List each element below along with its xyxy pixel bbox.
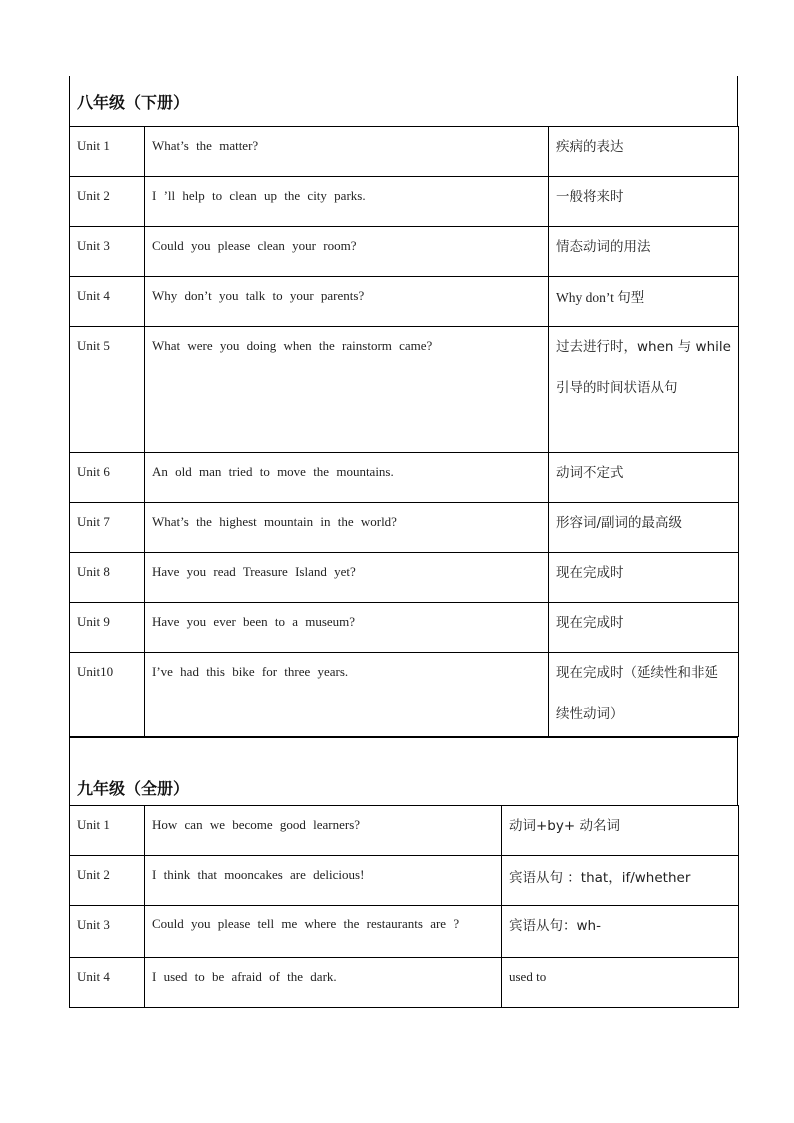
unit-sentence: Why don’t you talk to your parents? [145, 277, 549, 327]
unit-sentence: What’s the highest mountain in the world? [145, 503, 549, 553]
unit-sentence: How can we become good learners? [145, 806, 502, 856]
grade9-heading: 九年级（全册） [69, 737, 738, 805]
unit-sentence: What’s the matter? [145, 127, 549, 177]
unit-sentence: What were you doing when the rainstorm came? [145, 327, 549, 453]
grammar-note: 一般将来时 [549, 177, 739, 227]
grammar-note: 现在完成时 [549, 553, 739, 603]
unit-label: Unit 4 [70, 958, 145, 1008]
unit-sentence: I’ve had this bike for three years. [145, 653, 549, 737]
grade8-table [69, 126, 739, 737]
table-row [70, 277, 739, 327]
unit-label: Unit 4 [70, 277, 145, 327]
table-row [70, 177, 739, 227]
grade8-heading: 八年级（下册） [69, 76, 738, 126]
unit-label: Unit 1 [70, 806, 145, 856]
table-row [70, 958, 739, 1008]
table-row [70, 227, 739, 277]
grammar-note: 宾语从句：wh- [502, 906, 739, 958]
grammar-note: 现在完成时 [549, 603, 739, 653]
unit-label: Unit 8 [70, 553, 145, 603]
table-row [70, 906, 739, 958]
grammar-note: 情态动词的用法 [549, 227, 739, 277]
table-row [70, 553, 739, 603]
grammar-note: 宾语从句 ：that，if/whether [502, 856, 739, 906]
unit-label: Unit 3 [70, 906, 145, 958]
grade9-table [69, 805, 739, 1008]
unit-label: Unit 5 [70, 327, 145, 453]
unit-sentence: Could you please clean your room? [145, 227, 549, 277]
table-row [70, 806, 739, 856]
grammar-note: 动词不定式 [549, 453, 739, 503]
unit-label: Unit 3 [70, 227, 145, 277]
unit-label: Unit 6 [70, 453, 145, 503]
unit-sentence: Could you please tell me where the restaurants are ? [145, 906, 502, 958]
table-row [70, 453, 739, 503]
unit-label: Unit 2 [70, 177, 145, 227]
table-row [70, 603, 739, 653]
unit-label: Unit10 [70, 653, 145, 737]
table-row [70, 653, 739, 737]
grammar-note: 疾病的表达 [549, 127, 739, 177]
unit-label: Unit 1 [70, 127, 145, 177]
unit-label: Unit 7 [70, 503, 145, 553]
syllabus-page [69, 76, 738, 1008]
grammar-note: 形容词/副词的最高级 [549, 503, 739, 553]
grammar-note: used to [502, 958, 739, 1008]
unit-label: Unit 2 [70, 856, 145, 906]
grammar-note: 现在完成时（延续性和非延续性动词） [549, 653, 739, 737]
unit-sentence: I ’ll help to clean up the city parks. [145, 177, 549, 227]
grammar-note: 过去进行时，when 与 while 引导的时间状语从句 [549, 327, 739, 453]
unit-sentence: I think that mooncakes are delicious! [145, 856, 502, 906]
unit-label: Unit 9 [70, 603, 145, 653]
grammar-note: Why don’t 句型 [549, 277, 739, 327]
table-row [70, 503, 739, 553]
table-row [70, 127, 739, 177]
unit-sentence: An old man tried to move the mountains. [145, 453, 549, 503]
grammar-note: 动词+by+ 动名词 [502, 806, 739, 856]
table-row [70, 327, 739, 453]
unit-sentence: Have you read Treasure Island yet? [145, 553, 549, 603]
unit-sentence: I used to be afraid of the dark. [145, 958, 502, 1008]
table-row [70, 856, 739, 906]
unit-sentence: Have you ever been to a museum? [145, 603, 549, 653]
